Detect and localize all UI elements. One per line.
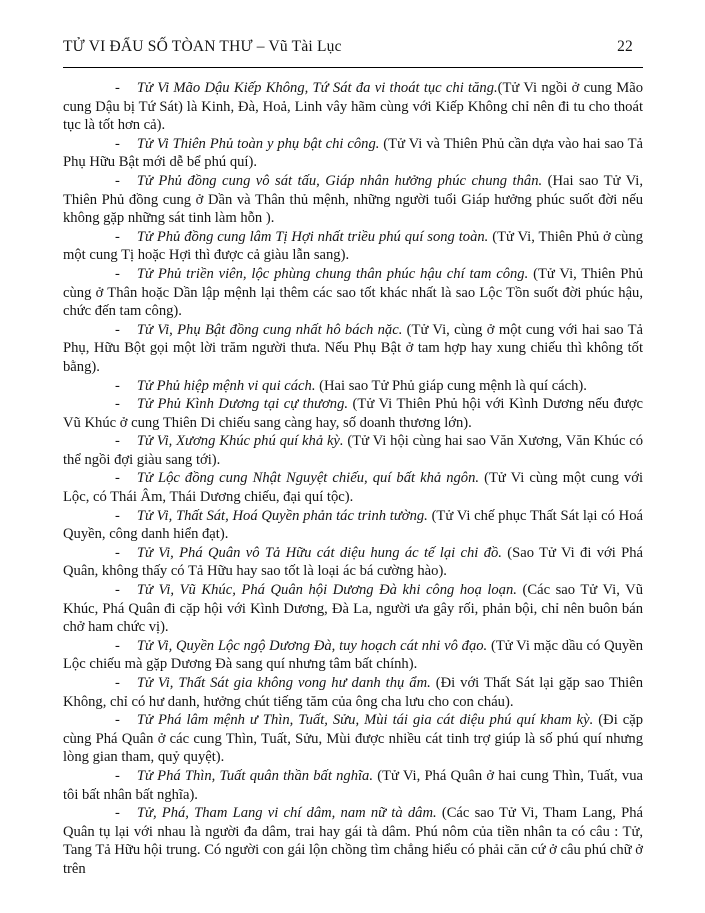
entry-explanation: (Tử Vi và Thiên Phủ cần dựa vào hai sao Tả Phụ Hữu Bật mới dễ bể phú quí).: [63, 135, 644, 171]
entry-explanation: (Sao Tử Vi đi với Phá Quân, không thấy có Tả Hữu hay sao tốt là loại ác bá cường hào).: [63, 544, 643, 580]
entry-paragraph: [63, 135, 643, 172]
entry-phrase-italic: Tử Vi, Thất Sát, Hoá Quyền phản tác trinh tường.: [136, 507, 428, 524]
page-number: 22: [617, 38, 633, 55]
entry-paragraph: [63, 544, 643, 581]
entry-phrase-italic: Tử Vi, Xương Khúc phú quí khả kỳ.: [136, 433, 344, 450]
entry-paragraph: [63, 711, 643, 767]
entry-phrase-italic: Tử Phá lâm mệnh ư Thìn, Tuất, Sửu, Mùi tái gia cát diệu phú quí kham kỳ.: [136, 712, 594, 729]
page-header: [63, 38, 643, 56]
entry-phrase-italic: Tử Vi, Phụ Bật đồng cung nhất hô bách nặc.: [136, 321, 403, 338]
entry-explanation: (Tử Vi Thiên Phủ hội với Kình Dương nếu được Vũ Khúc ở cung Thiên Di chiếu sang càng hay, số doanh thương lớn).: [63, 396, 643, 431]
entry-explanation: (Tử Vi hội cùng hai sao Văn Xương, Văn Khúc có thể ngồi đợi giàu sang tới).: [63, 433, 643, 468]
entry-explanation: (Tử Vi, Phá Quân ở hai cung Thìn, Tuất, vua tôi bất nhân bất nghĩa).: [63, 767, 643, 803]
entry-explanation: (Tử Vi, Thiên Phủ ở cùng một cung Tị hoặc Hợi thì được cả giàu lẫn sang).: [63, 228, 644, 264]
list-marker: -: [115, 544, 120, 561]
entry-paragraph: [63, 265, 643, 321]
body-text: [63, 79, 643, 879]
list-marker: -: [115, 172, 120, 189]
entry-paragraph: [63, 804, 643, 878]
entry-explanation: (Tử Vi, cùng ở một cung với hai sao Tả Phụ, Hữu Bột gọi một lời trăm người thưa. Nếu Phụ Bật ở tam hợp hay xung chiếu thì không tốt bằng).: [63, 321, 644, 375]
list-marker: -: [115, 507, 120, 524]
list-marker: -: [115, 805, 120, 822]
header-divider: [63, 67, 643, 68]
list-marker: -: [115, 675, 120, 691]
entry-explanation: (Tử Vi mặc dầu có Quyền Lộc chiếu mà gặp Dương Đà sang quí nhưng tâm bất chính).: [63, 637, 643, 673]
entry-phrase-italic: Tử Phủ Kình Dương tại cự thương.: [136, 396, 349, 413]
entry-phrase-italic: Tử Phủ hiệp mệnh vi qui cách.: [136, 377, 316, 394]
entry-explanation: (Các sao Tử Vi, Vũ Khúc, Phá Quân đi cặp hội với Kình Dương, Đà La, người ưa gây rối, phản bội, chỉ nên buôn bán chở ham chức vị).: [63, 582, 644, 636]
list-marker: -: [115, 433, 120, 450]
list-marker: -: [115, 228, 120, 245]
list-marker: -: [115, 80, 120, 96]
entry-phrase-italic: Tử Vi, Thất Sát gia không vong hư danh thụ ẩm.: [136, 675, 431, 691]
entry-explanation: (Hai sao Tử Phủ giáp cung mệnh là quí cách).: [315, 377, 587, 394]
entry-explanation: (Đi với Thất Sát lại gặp sao Thiên Không, chỉ có hư danh, hưởng chút tiếng tăm của ông cha lưu cho con cháu).: [63, 675, 643, 710]
entry-phrase-italic: Tử Phủ đồng cung lâm Tị Hợi nhất triều phú quí song toàn.: [136, 228, 489, 245]
entry-explanation: (Hai sao Tử Vi, Thiên Phủ đồng cung ở Dần và Thân thủ mệnh, những người tuổi Giáp hưởng phúc suốt đời nếu không gặp những sát tinh làm hỗn ).: [63, 172, 643, 227]
entry-phrase-italic: Tử Vi, Phá Quân vô Tả Hữu cát diệu hung ác tế lại chi đồ.: [136, 544, 502, 561]
list-marker: -: [115, 712, 120, 729]
entry-phrase-italic: Tử Phủ triền viên, lộc phùng chung thân phúc hậu chí tam công.: [136, 265, 529, 282]
entry-paragraph: [63, 321, 643, 377]
entry-paragraph: [63, 507, 643, 544]
entry-phrase-italic: Tử Vi, Quyền Lộc ngộ Dương Đà, tuy hoạch cát nhi vô đạo.: [136, 637, 488, 654]
entry-phrase-italic: Tử Phá Thìn, Tuất quân thần bất nghĩa.: [136, 767, 374, 784]
entry-phrase-italic: Tử Vi Thiên Phủ toàn y phụ bật chi công.: [136, 135, 380, 152]
entry-paragraph: [63, 637, 643, 674]
entry-paragraph: [63, 377, 643, 396]
entry-explanation: (Tử Vi ngồi ở cung Mão cung Dậu bị Tứ Sát) là Kinh, Đà, Hoả, Linh vây hãm cùng với Kiếp Không chỉ nên đi tu cho thoát tục là tốt hơn cả).: [63, 80, 643, 134]
list-marker: -: [115, 265, 120, 282]
entry-paragraph: [63, 432, 643, 469]
list-marker: -: [115, 767, 120, 784]
entry-paragraph: [63, 767, 643, 804]
list-marker: -: [115, 135, 120, 152]
list-marker: -: [115, 321, 120, 338]
list-marker: -: [115, 377, 120, 394]
entry-paragraph: [63, 469, 643, 506]
entry-explanation: (Đi cặp cùng Phá Quân ở các cung Thìn, Tuất, Sửu, Mùi được nhiều cát tinh trợ giúp là số phú quí nhưng lòng gian tham, quỷ quyệt).: [63, 712, 643, 766]
entry-phrase-italic: Tử, Phá, Tham Lang vi chí dâm, nam nữ tà dâm.: [136, 805, 437, 822]
list-marker: -: [115, 470, 120, 487]
book-title: TỬ VI ĐẨU SỐ TÒAN THƯ – Vũ Tài Lục: [63, 38, 342, 55]
entry-phrase-italic: Tử Vi, Vũ Khúc, Phá Quân hội Dương Đà khi công hoạ loạn.: [136, 582, 517, 599]
entry-explanation: (Tử Vi chế phục Thất Sát lại có Hoá Quyền, công danh hiển đạt).: [63, 507, 643, 543]
entry-phrase-italic: Tử Phủ đồng cung vô sát tấu, Giáp nhân hưởng phúc chung thân.: [136, 172, 543, 189]
entry-explanation: (Các sao Tử Vi, Tham Lang, Phá Quân tụ lại với nhau là người đa dâm, trai hay gái tà dâm. Phú nôm của tiền nhân ta có câu : Tử, Tang Tả Hữu hội trung. Có người con gái lộn chồng tìm chẳng hiểu có phải căn cứ ở câu phú chữ ở trên: [63, 805, 643, 877]
entry-explanation: (Tử Vi, Thiên Phủ cùng ở Thân hoặc Dần lập mệnh lại thêm các sao tốt khác nhất là sao Lộc Tồn suốt đời phúc hậu, chức đến tam công).: [63, 265, 643, 320]
entry-paragraph: [63, 395, 643, 432]
entry-paragraph: [63, 581, 643, 637]
entry-paragraph: [63, 228, 643, 265]
entry-paragraph: [63, 674, 643, 711]
entry-phrase-italic: Tử Lộc đồng cung Nhật Nguyệt chiếu, quí bất khả ngôn.: [136, 470, 480, 487]
entry-explanation: (Tử Vi cùng một cung với Lộc, có Thái Âm, Thái Dương chiếu, đại quí tộc).: [63, 470, 643, 506]
list-marker: -: [115, 396, 120, 413]
entry-phrase-italic: Tử Vi Mão Dậu Kiếp Không, Tứ Sát đa vi thoát tục chi tăng.: [136, 80, 498, 96]
list-marker: -: [115, 582, 120, 599]
entry-paragraph: [63, 172, 643, 228]
list-marker: -: [115, 637, 120, 654]
entry-paragraph: [63, 79, 643, 135]
